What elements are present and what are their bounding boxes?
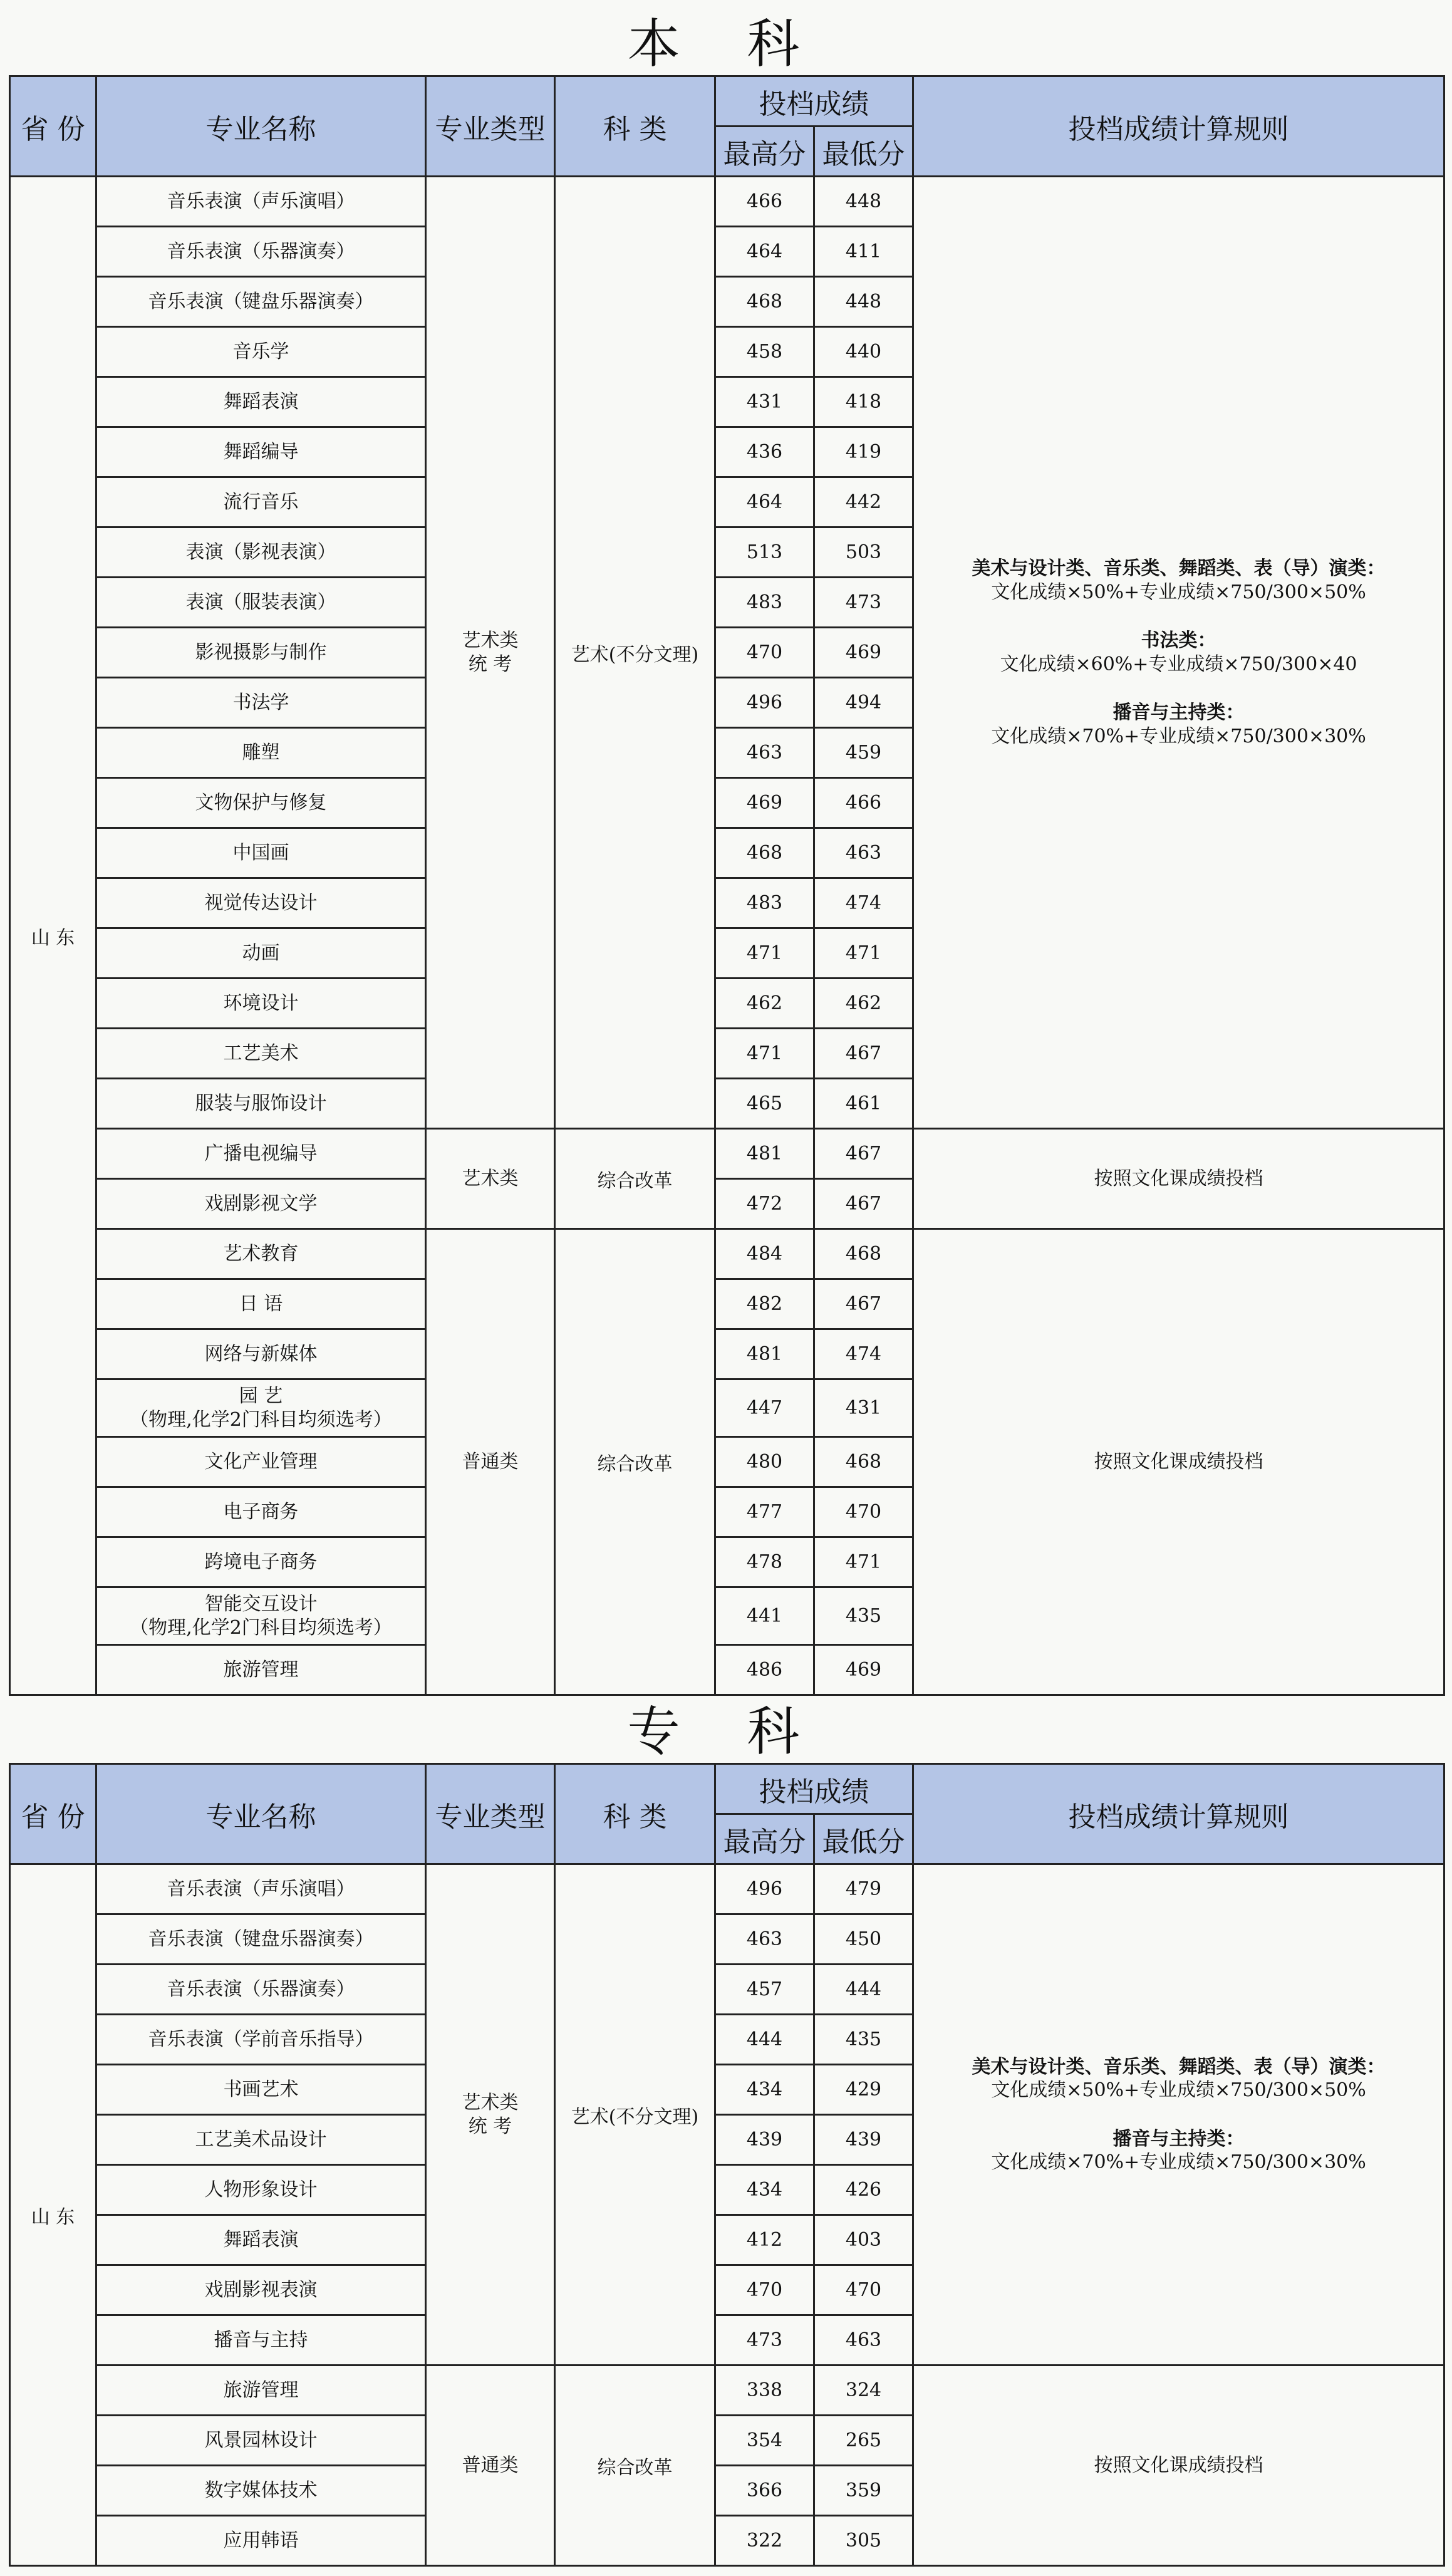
rule-formula: 文化成绩×70%+专业成绩×750/300×30%	[991, 725, 1366, 747]
min-score: 470	[814, 1487, 913, 1537]
max-score: 436	[715, 427, 814, 477]
max-score: 486	[715, 1645, 814, 1695]
header-major: 专业名称	[96, 1764, 426, 1864]
max-score: 444	[715, 2015, 814, 2065]
min-score: 471	[814, 1537, 913, 1587]
table-row	[10, 1129, 1444, 1179]
min-score: 442	[814, 477, 913, 527]
min-score: 265	[814, 2416, 913, 2466]
subject-category: 艺术(不分文理)	[555, 1864, 715, 2366]
major-name: 园 艺 （物理,化学2门科目均须选考）	[96, 1379, 426, 1437]
max-score: 412	[715, 2215, 814, 2265]
min-score: 467	[814, 1029, 913, 1079]
major-name: 流行音乐	[96, 477, 426, 527]
admission-table-college	[9, 1763, 1445, 2567]
max-score: 468	[715, 277, 814, 327]
header-min: 最低分	[814, 127, 913, 177]
rule-heading: 书法类：	[1141, 630, 1216, 652]
min-score: 474	[814, 878, 913, 928]
province-cell: 山 东	[10, 177, 96, 1695]
min-score: 429	[814, 2065, 913, 2115]
max-score: 473	[715, 2315, 814, 2366]
major-name: 环境设计	[96, 979, 426, 1029]
major-name: 音乐表演（学前音乐指导）	[96, 2015, 426, 2065]
major-name: 智能交互设计 （物理,化学2门科目均须选考）	[96, 1587, 426, 1645]
major-name: 旅游管理	[96, 1645, 426, 1695]
min-score: 419	[814, 427, 913, 477]
max-score: 322	[715, 2516, 814, 2566]
max-score: 463	[715, 728, 814, 778]
min-score: 440	[814, 327, 913, 377]
rule-spacer	[914, 676, 1443, 701]
max-score: 431	[715, 377, 814, 427]
min-score: 463	[814, 2315, 913, 2366]
max-score: 472	[715, 1179, 814, 1229]
major-type: 普通类	[426, 2366, 555, 2566]
major-name: 网络与新媒体	[96, 1329, 426, 1379]
header-score: 投档成绩	[715, 1764, 913, 1814]
max-score: 466	[715, 177, 814, 227]
major-name: 风景园林设计	[96, 2416, 426, 2466]
min-score: 467	[814, 1179, 913, 1229]
max-score: 439	[715, 2115, 814, 2165]
min-score: 435	[814, 1587, 913, 1645]
max-score: 469	[715, 778, 814, 828]
major-name: 服装与服饰设计	[96, 1079, 426, 1129]
header-major: 专业名称	[96, 76, 426, 177]
subject-category: 综合改革	[555, 2366, 715, 2566]
major-name: 数字媒体技术	[96, 2466, 426, 2516]
header-category: 科 类	[555, 76, 715, 177]
major-name: 艺术教育	[96, 1229, 426, 1279]
major-name: 表演（服装表演）	[96, 578, 426, 628]
min-score: 450	[814, 1914, 913, 1965]
max-score: 470	[715, 628, 814, 678]
table-row	[10, 1229, 1444, 1279]
subject-category: 综合改革	[555, 1129, 715, 1229]
header-category: 科 类	[555, 1764, 715, 1864]
major-name: 工艺美术	[96, 1029, 426, 1079]
major-name: 舞蹈表演	[96, 2215, 426, 2265]
rule-formula: 文化成绩×60%+专业成绩×750/300×40	[1000, 653, 1357, 675]
major-name: 旅游管理	[96, 2366, 426, 2416]
min-score: 448	[814, 177, 913, 227]
min-score: 448	[814, 277, 913, 327]
min-score: 435	[814, 2015, 913, 2065]
major-name: 电子商务	[96, 1487, 426, 1537]
min-score: 418	[814, 377, 913, 427]
subject-category: 综合改革	[555, 1229, 715, 1695]
rule-formula: 按照文化课成绩投档	[1094, 2454, 1263, 2476]
rule-heading: 美术与设计类、音乐类、舞蹈类、表（导）演类：	[972, 558, 1386, 579]
major-name: 戏剧影视文学	[96, 1179, 426, 1229]
min-score: 467	[814, 1279, 913, 1329]
section-title-college: 专 科	[627, 1701, 825, 1762]
major-name: 广播电视编导	[96, 1129, 426, 1179]
min-score: 470	[814, 2265, 913, 2315]
min-score: 479	[814, 1864, 913, 1914]
header-province: 省 份	[10, 76, 96, 177]
max-score: 477	[715, 1487, 814, 1537]
max-score: 354	[715, 2416, 814, 2466]
max-score: 484	[715, 1229, 814, 1279]
header-type: 专业类型	[426, 76, 555, 177]
major-type: 艺术类 统 考	[426, 177, 555, 1129]
major-name: 音乐表演（键盘乐器演奏）	[96, 1914, 426, 1965]
min-score: 444	[814, 1965, 913, 2015]
max-score: 464	[715, 227, 814, 277]
max-score: 463	[715, 1914, 814, 1965]
major-name: 音乐表演（乐器演奏）	[96, 227, 426, 277]
major-name: 音乐表演（声乐演唱）	[96, 177, 426, 227]
rule-heading: 播音与主持类：	[1112, 702, 1245, 724]
table-row	[10, 2366, 1444, 2416]
calc-rule	[913, 1229, 1444, 1695]
max-score: 470	[715, 2265, 814, 2315]
min-score: 324	[814, 2366, 913, 2416]
major-name: 文物保护与修复	[96, 778, 426, 828]
max-score: 447	[715, 1379, 814, 1437]
major-name: 人物形象设计	[96, 2165, 426, 2215]
min-score: 468	[814, 1437, 913, 1487]
min-score: 462	[814, 979, 913, 1029]
rule-formula: 按照文化课成绩投档	[1094, 1167, 1263, 1190]
rule-heading: 美术与设计类、音乐类、舞蹈类、表（导）演类：	[972, 2055, 1386, 2078]
min-score: 469	[814, 1645, 913, 1695]
major-name: 视觉传达设计	[96, 878, 426, 928]
min-score: 468	[814, 1229, 913, 1279]
max-score: 434	[715, 2165, 814, 2215]
major-name: 应用韩语	[96, 2516, 426, 2566]
min-score: 459	[814, 728, 913, 778]
table-row	[10, 177, 1444, 227]
min-score: 411	[814, 227, 913, 277]
rule-formula: 文化成绩×50%+专业成绩×750/300×50%	[991, 581, 1366, 603]
min-score: 494	[814, 678, 913, 728]
major-type: 普通类	[426, 1229, 555, 1695]
major-name: 跨境电子商务	[96, 1537, 426, 1587]
admission-table-undergrad	[9, 75, 1445, 1696]
max-score: 366	[715, 2466, 814, 2516]
calc-rule	[913, 177, 1444, 1129]
rule-spacer	[914, 604, 1443, 629]
major-type: 艺术类	[426, 1129, 555, 1229]
major-name: 影视摄影与制作	[96, 628, 426, 678]
min-score: 439	[814, 2115, 913, 2165]
min-score: 426	[814, 2165, 913, 2215]
major-name: 音乐表演（乐器演奏）	[96, 1965, 426, 2015]
max-score: 513	[715, 527, 814, 578]
major-name: 书画艺术	[96, 2065, 426, 2115]
max-score: 482	[715, 1279, 814, 1329]
min-score: 466	[814, 778, 913, 828]
header-rule: 投档成绩计算规则	[913, 1764, 1444, 1864]
min-score: 469	[814, 628, 913, 678]
rule-spacer	[914, 2102, 1443, 2127]
rule-heading: 播音与主持类：	[1112, 2127, 1245, 2150]
max-score: 464	[715, 477, 814, 527]
header-province: 省 份	[10, 1764, 96, 1864]
min-score: 431	[814, 1379, 913, 1437]
major-name: 音乐学	[96, 327, 426, 377]
major-name: 动画	[96, 928, 426, 979]
major-name: 雕塑	[96, 728, 426, 778]
max-score: 434	[715, 2065, 814, 2115]
min-score: 467	[814, 1129, 913, 1179]
major-type: 艺术类 统 考	[426, 1864, 555, 2366]
major-name: 日 语	[96, 1279, 426, 1329]
min-score: 305	[814, 2516, 913, 2566]
header-min: 最低分	[814, 1814, 913, 1864]
header-max: 最高分	[715, 127, 814, 177]
max-score: 478	[715, 1537, 814, 1587]
min-score: 463	[814, 828, 913, 878]
max-score: 457	[715, 1965, 814, 2015]
max-score: 481	[715, 1129, 814, 1179]
major-name: 表演（影视表演）	[96, 527, 426, 578]
header-type: 专业类型	[426, 1764, 555, 1864]
province-cell: 山 东	[10, 1864, 96, 2566]
subject-category: 艺术(不分文理)	[555, 177, 715, 1129]
min-score: 359	[814, 2466, 913, 2516]
rule-formula: 文化成绩×70%+专业成绩×750/300×30%	[991, 2151, 1366, 2173]
min-score: 474	[814, 1329, 913, 1379]
section-title-undergrad: 本 科	[627, 13, 825, 75]
max-score: 465	[715, 1079, 814, 1129]
major-name: 音乐表演（声乐演唱）	[96, 1864, 426, 1914]
max-score: 458	[715, 327, 814, 377]
max-score: 496	[715, 1864, 814, 1914]
rule-formula: 文化成绩×50%+专业成绩×750/300×50%	[991, 2079, 1366, 2101]
max-score: 462	[715, 979, 814, 1029]
header-max: 最高分	[715, 1814, 814, 1864]
table-row	[10, 1864, 1444, 1914]
header-score: 投档成绩	[715, 76, 913, 127]
max-score: 471	[715, 1029, 814, 1079]
major-name: 音乐表演（键盘乐器演奏）	[96, 277, 426, 327]
major-name: 舞蹈编导	[96, 427, 426, 477]
min-score: 471	[814, 928, 913, 979]
major-name: 中国画	[96, 828, 426, 878]
max-score: 483	[715, 578, 814, 628]
rule-formula: 按照文化课成绩投档	[1094, 1450, 1263, 1473]
header-rule: 投档成绩计算规则	[913, 76, 1444, 177]
min-score: 473	[814, 578, 913, 628]
max-score: 480	[715, 1437, 814, 1487]
major-name: 文化产业管理	[96, 1437, 426, 1487]
max-score: 441	[715, 1587, 814, 1645]
min-score: 403	[814, 2215, 913, 2265]
min-score: 503	[814, 527, 913, 578]
calc-rule	[913, 2366, 1444, 2566]
max-score: 483	[715, 878, 814, 928]
major-name: 播音与主持	[96, 2315, 426, 2366]
major-name: 戏剧影视表演	[96, 2265, 426, 2315]
max-score: 496	[715, 678, 814, 728]
major-name: 书法学	[96, 678, 426, 728]
max-score: 468	[715, 828, 814, 878]
major-name: 工艺美术品设计	[96, 2115, 426, 2165]
major-name: 舞蹈表演	[96, 377, 426, 427]
max-score: 481	[715, 1329, 814, 1379]
calc-rule	[913, 1129, 1444, 1229]
min-score: 461	[814, 1079, 913, 1129]
max-score: 471	[715, 928, 814, 979]
calc-rule	[913, 1864, 1444, 2366]
max-score: 338	[715, 2366, 814, 2416]
